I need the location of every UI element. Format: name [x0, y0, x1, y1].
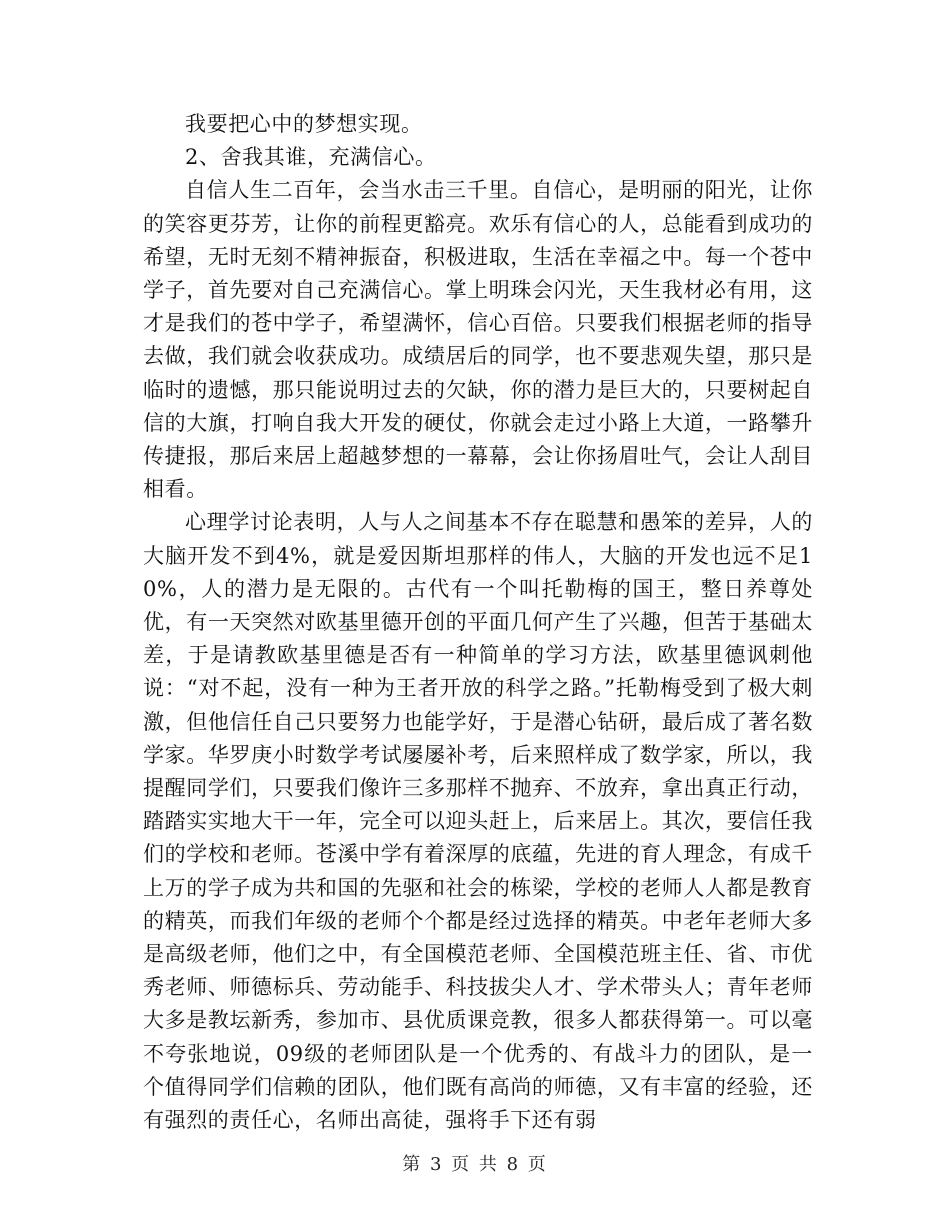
document-body	[143, 108, 813, 1137]
section-heading-confidence: 2、舍我其谁，充满信心。	[185, 145, 437, 170]
paragraph-self-confidence: 自信人生二百年，会当水击三千里。自信心，是明丽的阳光，让你的笑容更芬芳，让你的前程更豁亮。欢乐有信心的人，总能看到成功的希望，无时无刻不精神振奋，积极进取，生活在幸福之中。每一个苍中学子，首先要对自己充满信心。掌上明珠会闪光，天生我材必有用，这才是我们的苍中学子，希望满怀，信心百倍。只要我们根据老师的指导去做，我们就会收获成功。成绩居后的同学，也不要悲观失望，那只是临时的遗憾，那只能说明过去的欠缺，你的潜力是巨大的，只要树起自信的大旗，打响自我大开发的硬仗，你就会走过小路上大道，一路攀升传捷报，那后来居上超越梦想的一幕幕，会让你扬眉吐气，会让人刮目相看。	[143, 178, 813, 502]
page-number-footer: 第 3 页 共 8 页	[402, 1154, 548, 1175]
paragraph-dream: 我要把心中的梦想实现。	[185, 112, 423, 136]
paragraph-psychology: 心理学讨论表明，人与人之间基本不存在聪慧和愚笨的差异，人的大脑开发不到4%，就是爱因斯坦那样的伟人，大脑的开发也远不足10%，人的潜力是无限的。古代有一个叫托勒梅的国王，整日养尊处优，有一天突然对欧基里德开创的平面几何产生了兴趣，但苦于基础太差，于是请教欧基里德是否有一种简单的学习方法，欧基里德讽刺他说：“对不起，没有一种为王者开放的科学之路。”托勒梅受到了极大刺激，但他信任自己只要努力也能学好，于是潜心钻研，最后成了著名数学家。华罗庚小时数学考试屡屡补考，后来照样成了数学家，所以，我提醒同学们，只要我们像许三多那样不抛弃、不放弃，拿出真正行动，踏踏实实地大干一年，完全可以迎头赶上，后来居上。其次，要信任我们的学校和老师。苍溪中学有着深厚的底蕴，先进的育人理念，有成千上万的学子成为共和国的先驱和社会的栋梁，学校的老师人人都是教育的精英，而我们年级的老师个个都是经过选择的精英。中老年老师大多是高级老师，他们之中，有全国模范老师、全国模范班主任、省、市优秀老师、师德标兵、劳动能手、科技拔尖人才、学术带头人；青年老师大多是教坛新秀，参加市、县优质课竞教，很多人都获得第一。可以毫不夸张地说，09级的老师团队是一个优秀的、有战斗力的团队，是一个值得同学们信赖的团队，他们既有高尚的师德，又有丰富的经验，还有强烈的责任心，名师出高徒，强将手下还有弱	[143, 510, 813, 1133]
